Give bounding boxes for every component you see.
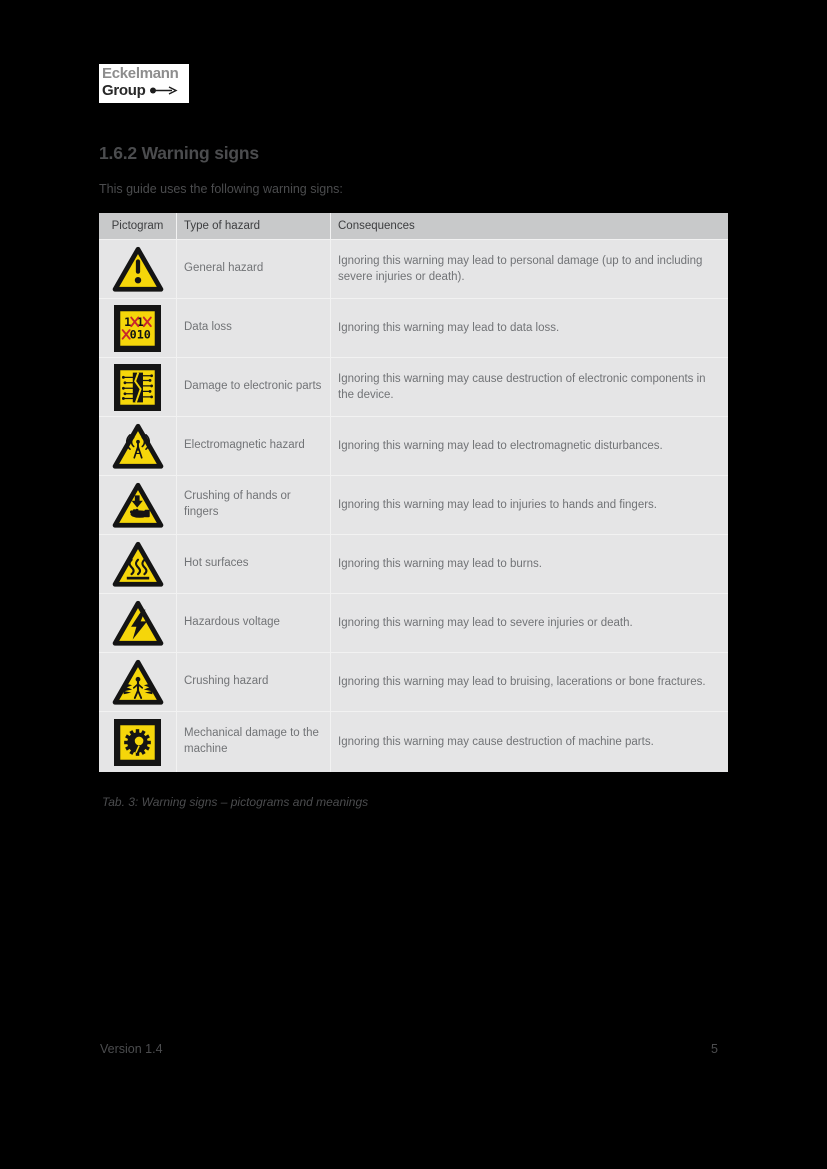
mechanical-damage-sign-icon bbox=[114, 719, 161, 766]
pictogram-cell bbox=[99, 712, 176, 772]
hazard-type: Electromagnetic hazard bbox=[176, 417, 330, 475]
hazard-consequence: Ignoring this warning may lead to injuries to hands and fingers. bbox=[330, 476, 728, 534]
pictogram-cell bbox=[99, 594, 176, 652]
warning-signs-table bbox=[99, 213, 728, 772]
hand-crush-triangle-icon bbox=[111, 481, 165, 529]
table-row bbox=[99, 240, 728, 299]
table-row bbox=[99, 535, 728, 594]
hazard-consequence: Ignoring this warning may lead to personal damage (up to and including severe injuries or death). bbox=[330, 240, 728, 298]
footer-version: Version 1.4 bbox=[100, 1042, 163, 1056]
logo-text-line1: Eckelmann bbox=[102, 65, 179, 82]
table-header-row bbox=[99, 213, 728, 240]
table-row bbox=[99, 594, 728, 653]
table-row bbox=[99, 653, 728, 712]
header-pictogram: Pictogram bbox=[111, 220, 164, 232]
table-row bbox=[99, 476, 728, 535]
hazard-type: Crushing hazard bbox=[176, 653, 330, 711]
table-row bbox=[99, 358, 728, 417]
svg-text:1: 1 bbox=[136, 327, 144, 342]
header-type-of-hazard: Type of hazard bbox=[176, 213, 330, 239]
pictogram-cell bbox=[99, 476, 176, 534]
pictogram-cell bbox=[99, 535, 176, 593]
svg-text:1: 1 bbox=[136, 314, 144, 329]
hazard-consequence: Ignoring this warning may lead to electromagnetic disturbances. bbox=[330, 417, 728, 475]
pictogram-cell bbox=[99, 240, 176, 298]
hazard-type: General hazard bbox=[176, 240, 330, 298]
table-row bbox=[99, 712, 728, 772]
hot-surface-triangle-icon bbox=[111, 540, 165, 588]
intro-text: This guide uses the following warning signs: bbox=[99, 182, 343, 196]
data-loss-sign-icon bbox=[114, 305, 161, 352]
crushing-hazard-triangle-icon bbox=[111, 658, 165, 706]
hazard-type: Data loss bbox=[176, 299, 330, 357]
pictogram-cell bbox=[99, 358, 176, 416]
hazard-consequence: Ignoring this warning may lead to severe injuries or death. bbox=[330, 594, 728, 652]
footer-page-number: 5 bbox=[711, 1042, 718, 1056]
hazard-type: Hot surfaces bbox=[176, 535, 330, 593]
table-row bbox=[99, 299, 728, 358]
svg-text:1: 1 bbox=[124, 314, 132, 329]
hazard-type: Hazardous voltage bbox=[176, 594, 330, 652]
pictogram-cell bbox=[99, 417, 176, 475]
pictogram-cell bbox=[99, 299, 176, 357]
svg-text:0: 0 bbox=[129, 327, 137, 342]
table-row bbox=[99, 417, 728, 476]
electronic-parts-damage-sign-icon bbox=[114, 364, 161, 411]
section-heading: 1.6.2 Warning signs bbox=[99, 143, 259, 163]
page-footer bbox=[100, 1042, 718, 1056]
electromagnetic-hazard-triangle-icon bbox=[111, 422, 165, 470]
header-consequences: Consequences bbox=[330, 213, 728, 239]
hazard-type: Mechanical damage to the machine bbox=[176, 712, 330, 772]
svg-text:0: 0 bbox=[143, 327, 151, 342]
eckelmann-group-logo bbox=[99, 64, 189, 103]
table-caption: Tab. 3: Warning signs – pictograms and meanings bbox=[102, 795, 369, 809]
hazard-type: Crushing of hands or fingers bbox=[176, 476, 330, 534]
hazard-type: Damage to electronic parts bbox=[176, 358, 330, 416]
hazard-consequence: Ignoring this warning may lead to bruising, lacerations or bone fractures. bbox=[330, 653, 728, 711]
logo-text-line2: Group bbox=[102, 82, 189, 99]
general-hazard-triangle-icon bbox=[111, 245, 165, 293]
logo-arrow-icon bbox=[149, 86, 179, 95]
hazard-consequence: Ignoring this warning may lead to data loss. bbox=[330, 299, 728, 357]
hazardous-voltage-triangle-icon bbox=[111, 599, 165, 647]
hazard-consequence: Ignoring this warning may cause destruction of machine parts. bbox=[330, 712, 728, 772]
hazard-consequence: Ignoring this warning may lead to burns. bbox=[330, 535, 728, 593]
hazard-consequence: Ignoring this warning may cause destruction of electronic components in the device. bbox=[330, 358, 728, 416]
pictogram-cell bbox=[99, 653, 176, 711]
